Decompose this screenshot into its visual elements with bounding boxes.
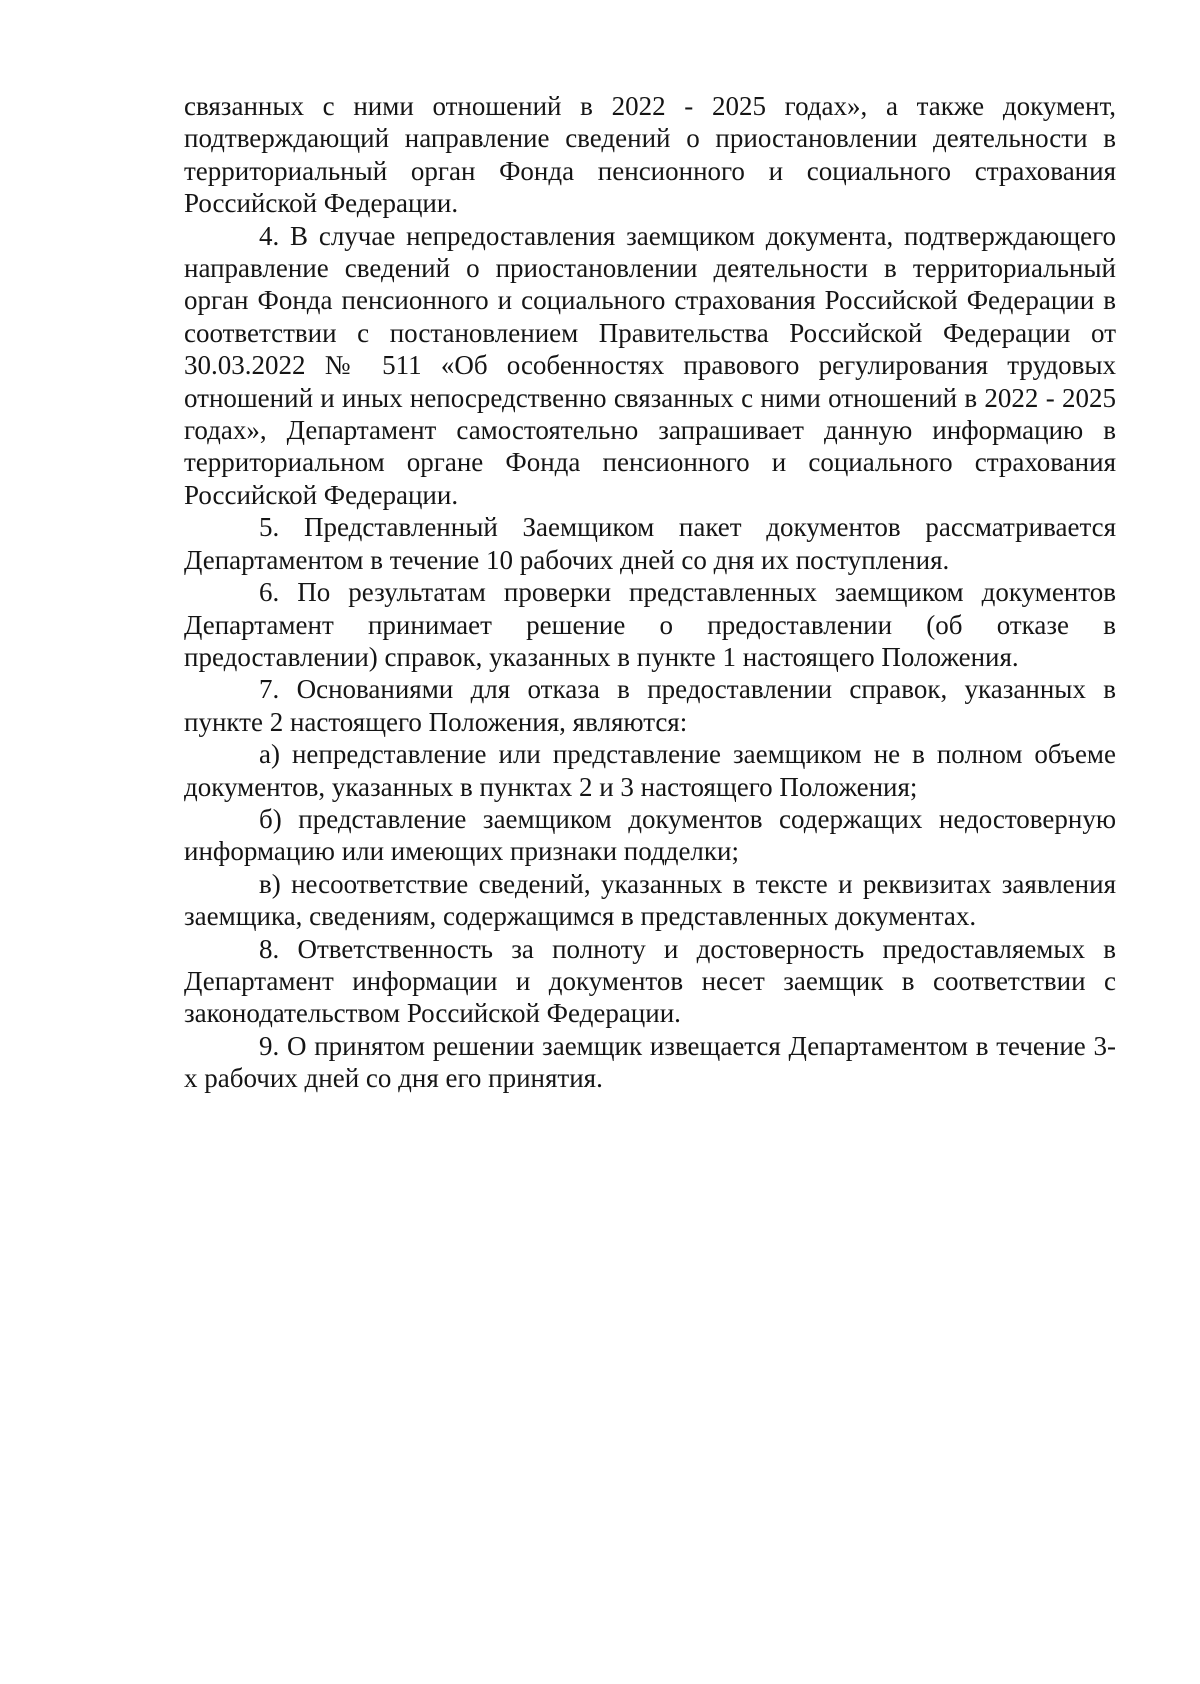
paragraph-subitem-b: б) представление заемщиком документов содержащих недостоверную информацию или имеющих признаки подделки; — [184, 803, 1116, 867]
paragraph-item-6: 6. По результатам проверки представленных заемщиком документов Департамент принимает решение о предоставлении (об отказе в предоставлении) справок, указанных в пункте 1 настоящего Положения. — [184, 577, 1116, 672]
document-body — [184, 90, 1116, 1095]
paragraph-subitem-a: а) непредставление или представление заемщиком не в полном объеме документов, указанных в пунктах 2 и 3 настоящего Положения; — [184, 739, 1116, 802]
paragraph-item-4: 4. В случае непредоставления заемщиком документа, подтверждающего направление сведений о приостановлении деятельности в территориальный орган Фонда пенсионного и социального страхования Российской Федерации в соответствии с постановлением Правительства Российской Федерации от 30.03.2022 № 511 «Об особенностях правового регулирования трудовых отношений и иных непосредственно связанных с ними отношений в 2022 - 2025 годах», Департамент самостоятельно запрашивает данную информацию в территориальном органе Фонда пенсионного и социального страхования Российской Федерации. — [184, 220, 1116, 510]
paragraph-item-9: 9. О принятом решении заемщик извещается Департаментом в течение 3-х рабочих дней со дня его принятия. — [184, 1030, 1116, 1094]
paragraph-item-8: 8. Ответственность за полноту и достоверность предоставляемых в Департамент информации и документов несет заемщик в соответствии с законодательством Российской Федерации. — [184, 933, 1116, 1029]
paragraph-continuation: связанных с ними отношений в 2022 - 2025 годах», а также документ, подтверждающий направление сведений о приостановлении деятельности в территориальный орган Фонда пенсионного и социального страхования Российской Федерации. — [184, 91, 1116, 219]
paragraph-item-7: 7. Основаниями для отказа в предоставлении справок, указанных в пункте 2 настоящего Положения, являются: — [184, 674, 1116, 737]
paragraph-subitem-v: в) несоответствие сведений, указанных в тексте и реквизитах заявления заемщика, сведениям, содержащимся в представленных документах. — [184, 868, 1116, 932]
paragraph-item-5: 5. Представленный Заемщиком пакет документов рассматривается Департаментом в течение 10 рабочих дней со дня их поступления. — [184, 512, 1116, 575]
